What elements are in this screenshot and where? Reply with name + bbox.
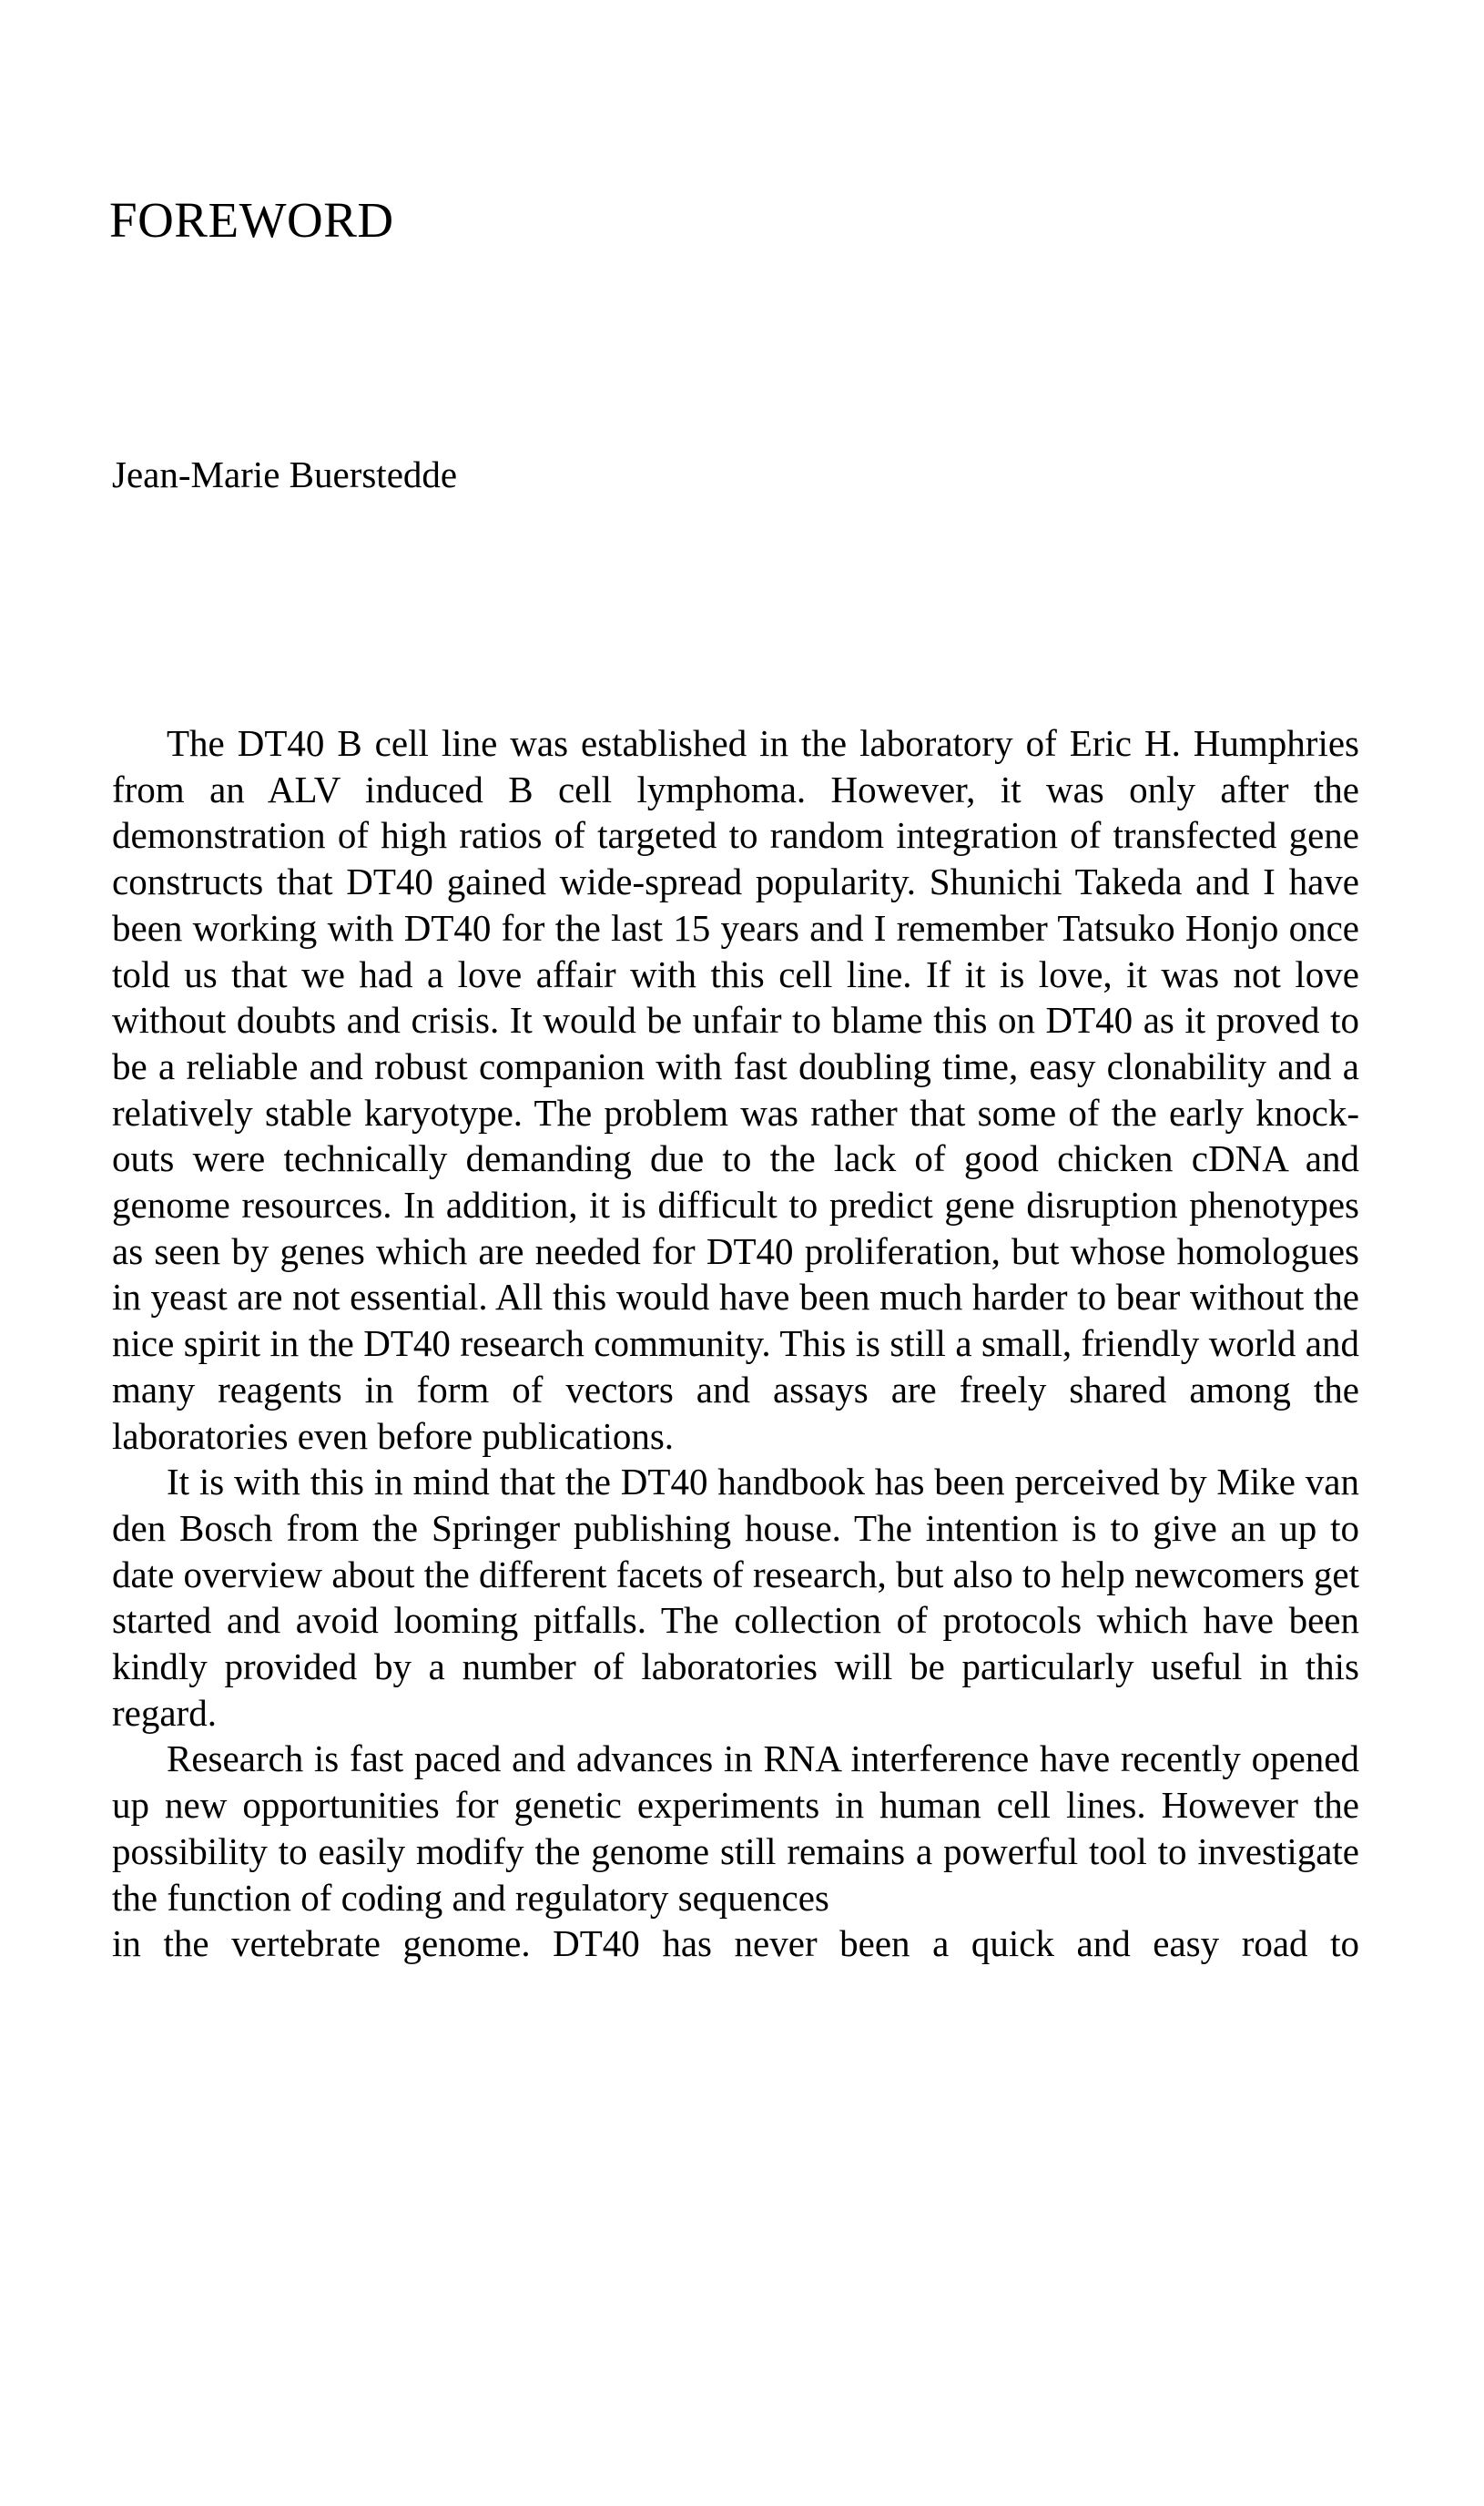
paragraph: The DT40 B cell line was established in the laboratory of Eric H. Humphries from an ALV induced B cell lymphoma. However, it was only after the demonstration of high ratios of targeted to random integration of transfected gene constructs that DT40 gained wide-spread popularity. Shunichi Takeda and I have been working with DT40 for the last 15 years and I remember Tatsuko Honjo once told us that we had a love affair with this cell line. If it is love, it was not love without doubts and crisis. It would be unfair to blame this on DT40 as it proved to be a reliable and robust companion with fast doubling time, easy clonability and a relatively stable karyotype. The problem was rather that some of the early knock-outs were technically demanding due to the lack of good chicken cDNA and genome resources. In addition, it is difficult to predict gene disruption phenotypes as seen by genes which are needed for DT40 proliferation, but whose homologues in yeast are not essential. All this would have been much harder to bear without the nice spirit in the DT40 research community. This is still a small, friendly world and many reagents in form of vectors and assays are freely shared among the laboratories even before publications.: [112, 722, 1359, 1457]
paragraph: It is with this in mind that the DT40 handbook has been perceived by Mike van den Bosch from the Springer publishing house. The intention is to give an up to date overview about the different facets of research, but also to help newcomers get started and avoid looming pitfalls. The collection of protocols which have been kindly provided by a number of laboratories will be particularly useful in this regard.: [112, 1461, 1359, 1734]
paragraph: Research is fast paced and advances in RNA interference have recently opened up new opportunities for genetic experiments in human cell lines. However the possibility to easily modify the genome still remains a powerful tool to investigate the function of coding and regulatory sequences: [112, 1737, 1359, 1919]
page-title: FOREWORD: [109, 192, 394, 248]
author-name: Jean-Marie Buerstedde: [112, 453, 458, 495]
foreword-body: [112, 720, 1359, 1967]
paragraph-continued-line: in the vertebrate genome. DT40 has never been a quick and easy road to: [112, 1922, 1359, 1965]
